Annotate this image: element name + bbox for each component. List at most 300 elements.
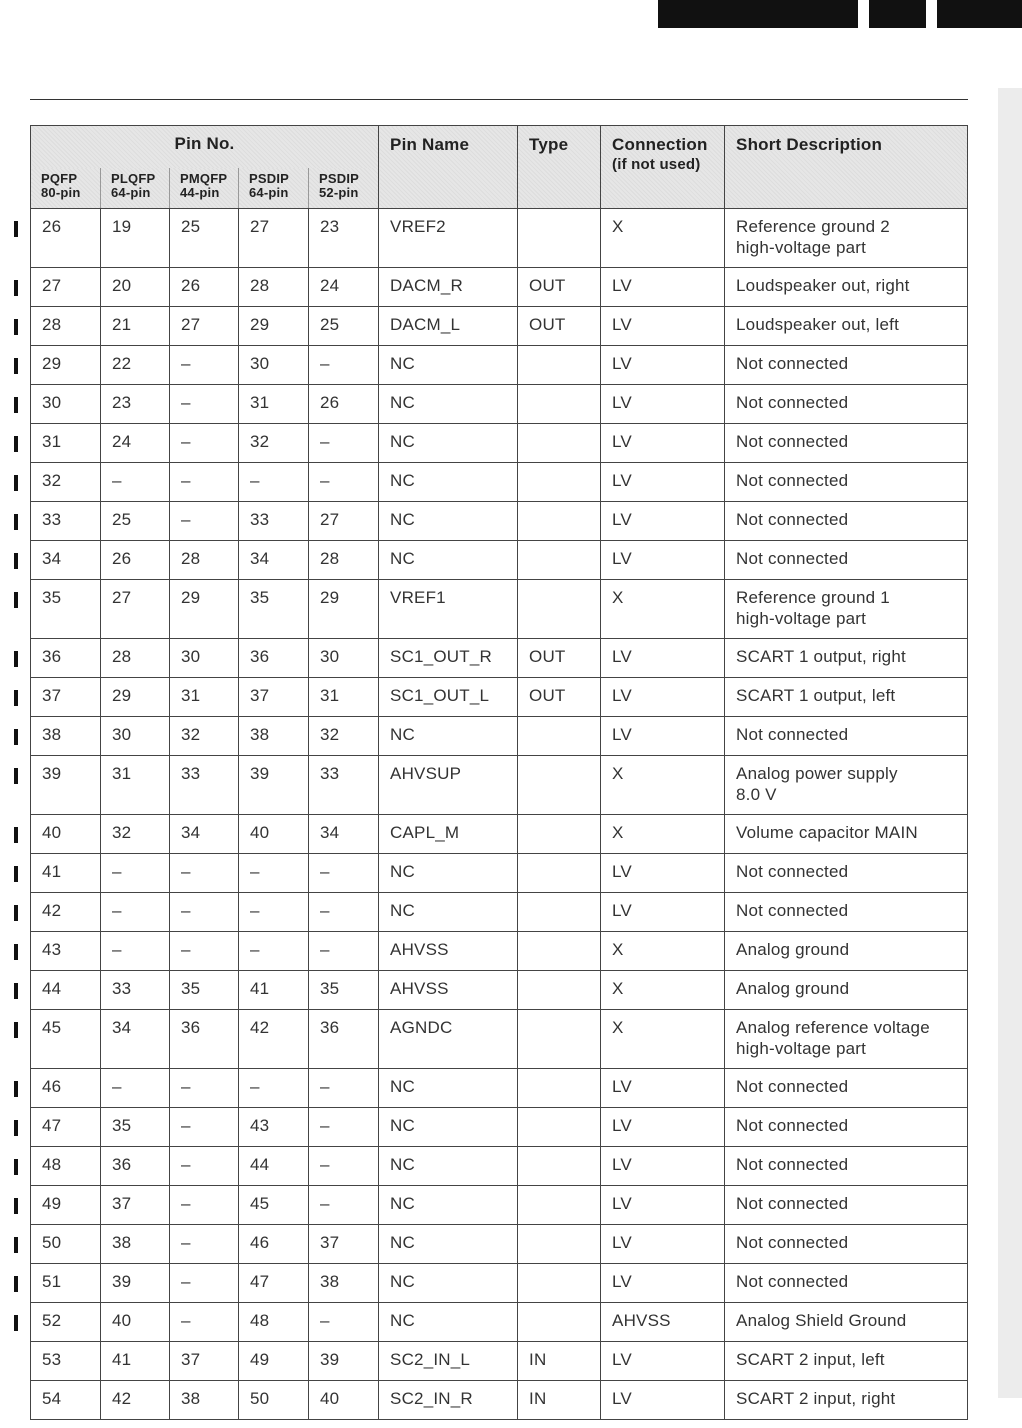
- pin-name-cell: VREF1: [379, 580, 518, 639]
- pin-name-cell: DACM_L: [379, 307, 518, 346]
- pin-number-cell: 41: [101, 1342, 170, 1381]
- pin-number-cell: 40: [101, 1303, 170, 1342]
- pin-number-cell: 38: [101, 1225, 170, 1264]
- pin-number-cell: 37: [239, 678, 309, 717]
- connection-header-label: Connection: [612, 135, 708, 154]
- pin-number-cell: 26: [170, 268, 239, 307]
- pin-number-cell: 43: [239, 1108, 309, 1147]
- change-bar-marker: [14, 553, 18, 569]
- description-cell: [725, 268, 968, 307]
- pin-number-cell: –: [309, 1147, 379, 1186]
- pin-name-cell: NC: [379, 1225, 518, 1264]
- pin-number-cell: 28: [31, 307, 101, 346]
- description-line: Not connected: [736, 471, 849, 490]
- pin-number-cell: 36: [31, 639, 101, 678]
- description-cell: [725, 717, 968, 756]
- pin-number-cell: 27: [101, 580, 170, 639]
- pin-name-cell: NC: [379, 1264, 518, 1303]
- pin-number-cell: –: [170, 1186, 239, 1225]
- header-bar-block-1: [658, 0, 858, 28]
- table-row: [31, 209, 968, 268]
- connection-cell: LV: [601, 1147, 725, 1186]
- type-cell: [518, 502, 601, 541]
- pin-number-cell: –: [170, 424, 239, 463]
- pin-table-body: [31, 209, 968, 1420]
- pin-number-cell: 21: [101, 307, 170, 346]
- pin-number-cell: 27: [309, 502, 379, 541]
- type-cell: [518, 1303, 601, 1342]
- type-cell: [518, 854, 601, 893]
- table-row: [31, 346, 968, 385]
- table-row: [31, 971, 968, 1010]
- description-line: Loudspeaker out, right: [736, 276, 910, 295]
- pin-number-cell: 35: [101, 1108, 170, 1147]
- table-row: [31, 1342, 968, 1381]
- description-cell: [725, 346, 968, 385]
- package-name: PSDIP: [249, 171, 290, 186]
- pin-name-cell: SC1_OUT_L: [379, 678, 518, 717]
- pin-number-cell: 26: [31, 209, 101, 268]
- connection-cell: LV: [601, 1069, 725, 1108]
- package-pin-count: 64-pin: [249, 185, 289, 200]
- pin-number-cell: 25: [101, 502, 170, 541]
- description-cell: [725, 424, 968, 463]
- package-name: PQFP: [41, 171, 78, 186]
- description-cell: [725, 1186, 968, 1225]
- pin-number-cell: –: [170, 854, 239, 893]
- pin-number-cell: 23: [101, 385, 170, 424]
- package-header-0: [31, 168, 101, 209]
- connection-cell: LV: [601, 424, 725, 463]
- type-cell: [518, 424, 601, 463]
- pin-name-cell: NC: [379, 1186, 518, 1225]
- pin-number-cell: 31: [31, 424, 101, 463]
- page-edge-shade: [998, 88, 1022, 1398]
- connection-cell: LV: [601, 1225, 725, 1264]
- description-line: Reference ground 1: [736, 588, 890, 607]
- pin-name-header-label: Pin Name: [390, 135, 470, 154]
- type-cell: IN: [518, 1342, 601, 1381]
- pin-number-cell: –: [239, 463, 309, 502]
- pin-number-cell: 32: [101, 815, 170, 854]
- pin-number-cell: 54: [31, 1381, 101, 1420]
- table-row: [31, 639, 968, 678]
- description-line: Not connected: [736, 393, 849, 412]
- pin-name-cell: CAPL_M: [379, 815, 518, 854]
- pin-number-cell: 35: [170, 971, 239, 1010]
- pin-no-header: Pin No.: [31, 126, 379, 169]
- table-row: [31, 463, 968, 502]
- type-cell: [518, 346, 601, 385]
- change-bar-marker: [14, 280, 18, 296]
- pin-number-cell: –: [309, 463, 379, 502]
- pin-number-cell: –: [239, 854, 309, 893]
- pin-number-cell: 41: [31, 854, 101, 893]
- pin-number-cell: 39: [31, 756, 101, 815]
- pin-number-cell: 29: [239, 307, 309, 346]
- description-cell: [725, 209, 968, 268]
- type-cell: [518, 756, 601, 815]
- pin-number-cell: 42: [239, 1010, 309, 1069]
- pin-number-cell: 25: [170, 209, 239, 268]
- pin-number-cell: –: [239, 932, 309, 971]
- pin-number-cell: 37: [101, 1186, 170, 1225]
- pin-number-cell: 28: [170, 541, 239, 580]
- type-cell: OUT: [518, 639, 601, 678]
- package-pin-count: 52-pin: [319, 185, 359, 200]
- description-line: Not connected: [736, 1194, 849, 1213]
- pin-number-cell: –: [170, 502, 239, 541]
- change-bar-marker: [14, 1315, 18, 1331]
- header-bar-block-3: [937, 0, 1022, 28]
- pin-number-cell: 38: [309, 1264, 379, 1303]
- pin-number-cell: 33: [309, 756, 379, 815]
- pin-number-cell: 46: [239, 1225, 309, 1264]
- pin-number-cell: 50: [31, 1225, 101, 1264]
- pin-number-cell: 39: [309, 1342, 379, 1381]
- pin-number-cell: 53: [31, 1342, 101, 1381]
- pin-number-cell: 32: [170, 717, 239, 756]
- pin-number-cell: 37: [170, 1342, 239, 1381]
- description-line: Not connected: [736, 901, 849, 920]
- table-row: [31, 1147, 968, 1186]
- change-bar-marker: [14, 651, 18, 667]
- description-line: SCART 2 input, right: [736, 1389, 896, 1408]
- change-bar-marker: [14, 397, 18, 413]
- connection-cell: X: [601, 815, 725, 854]
- pin-name-cell: NC: [379, 1147, 518, 1186]
- connection-cell: X: [601, 209, 725, 268]
- pin-number-cell: –: [101, 854, 170, 893]
- pin-number-cell: –: [170, 463, 239, 502]
- pin-number-cell: 32: [239, 424, 309, 463]
- type-cell: [518, 1264, 601, 1303]
- type-cell: [518, 717, 601, 756]
- pin-number-cell: 26: [309, 385, 379, 424]
- change-bar-marker: [14, 475, 18, 491]
- connection-header-sub: (if not used): [612, 156, 701, 173]
- description-cell: [725, 1264, 968, 1303]
- pin-number-cell: –: [170, 1303, 239, 1342]
- description-line: Analog Shield Ground: [736, 1311, 907, 1330]
- table-row: [31, 717, 968, 756]
- table-row: [31, 541, 968, 580]
- pin-number-cell: 34: [170, 815, 239, 854]
- pin-number-cell: –: [309, 346, 379, 385]
- package-name: PSDIP: [319, 171, 360, 186]
- connection-cell: X: [601, 1010, 725, 1069]
- connection-cell: LV: [601, 639, 725, 678]
- type-cell: [518, 932, 601, 971]
- description-cell: [725, 854, 968, 893]
- pin-table: [30, 125, 968, 1420]
- description-line: Not connected: [736, 1155, 849, 1174]
- pin-number-cell: –: [101, 1069, 170, 1108]
- pin-number-cell: 37: [309, 1225, 379, 1264]
- description-line: 8.0 V: [736, 785, 777, 804]
- pin-number-cell: –: [239, 893, 309, 932]
- pin-number-cell: 50: [239, 1381, 309, 1420]
- pin-number-cell: 29: [170, 580, 239, 639]
- pin-number-cell: 36: [101, 1147, 170, 1186]
- pin-number-cell: 36: [170, 1010, 239, 1069]
- pin-name-cell: DACM_R: [379, 268, 518, 307]
- type-cell: [518, 1108, 601, 1147]
- pin-number-cell: –: [309, 932, 379, 971]
- package-pin-count: 64-pin: [111, 185, 151, 200]
- pin-name-cell: NC: [379, 541, 518, 580]
- description-cell: [725, 1147, 968, 1186]
- change-bar-marker: [14, 827, 18, 843]
- type-cell: OUT: [518, 678, 601, 717]
- type-cell: [518, 971, 601, 1010]
- description-cell: [725, 580, 968, 639]
- description-line: SCART 1 output, left: [736, 686, 896, 705]
- pin-number-cell: 32: [31, 463, 101, 502]
- change-bar-marker: [14, 1120, 18, 1136]
- pin-number-cell: –: [170, 346, 239, 385]
- pin-name-cell: NC: [379, 893, 518, 932]
- pin-number-cell: 22: [101, 346, 170, 385]
- change-bar-marker: [14, 690, 18, 706]
- description-line: Not connected: [736, 549, 849, 568]
- connection-cell: X: [601, 756, 725, 815]
- connection-cell: X: [601, 580, 725, 639]
- pin-number-cell: 29: [101, 678, 170, 717]
- package-header-1: [101, 168, 170, 209]
- pin-number-cell: 42: [31, 893, 101, 932]
- connection-cell: LV: [601, 385, 725, 424]
- pin-number-cell: 42: [101, 1381, 170, 1420]
- pin-number-cell: 40: [239, 815, 309, 854]
- pin-name-cell: SC2_IN_L: [379, 1342, 518, 1381]
- description-cell: [725, 463, 968, 502]
- description-line: Not connected: [736, 1116, 849, 1135]
- table-row: [31, 1303, 968, 1342]
- table-row: [31, 1186, 968, 1225]
- pin-number-cell: 33: [170, 756, 239, 815]
- description-cell: [725, 1342, 968, 1381]
- description-line: Analog ground: [736, 979, 850, 998]
- change-bar-marker: [14, 221, 18, 237]
- pin-number-cell: 43: [31, 932, 101, 971]
- type-cell: [518, 1225, 601, 1264]
- pin-name-cell: NC: [379, 1069, 518, 1108]
- pin-number-cell: –: [309, 1108, 379, 1147]
- pin-name-cell: NC: [379, 1108, 518, 1147]
- pin-number-cell: 36: [239, 639, 309, 678]
- change-bar-marker: [14, 768, 18, 784]
- pin-name-cell: NC: [379, 717, 518, 756]
- pin-number-cell: –: [309, 1069, 379, 1108]
- description-cell: [725, 893, 968, 932]
- connection-cell: AHVSS: [601, 1303, 725, 1342]
- pin-number-cell: 45: [239, 1186, 309, 1225]
- package-header-3: [239, 168, 309, 209]
- package-header-4: [309, 168, 379, 209]
- description-line: high-voltage part: [736, 609, 867, 628]
- description-cell: [725, 1225, 968, 1264]
- type-cell: OUT: [518, 268, 601, 307]
- pin-name-cell: NC: [379, 424, 518, 463]
- pin-number-cell: 48: [31, 1147, 101, 1186]
- description-line: Loudspeaker out, left: [736, 315, 900, 334]
- pin-number-cell: 33: [101, 971, 170, 1010]
- pin-number-cell: 29: [309, 580, 379, 639]
- pin-number-cell: 24: [309, 268, 379, 307]
- pin-number-cell: 20: [101, 268, 170, 307]
- pin-number-cell: 40: [309, 1381, 379, 1420]
- package-pin-count: 44-pin: [180, 185, 220, 200]
- package-header-2: [170, 168, 239, 209]
- connection-cell: LV: [601, 463, 725, 502]
- pin-number-cell: 28: [239, 268, 309, 307]
- pin-number-cell: 35: [31, 580, 101, 639]
- connection-cell: LV: [601, 717, 725, 756]
- type-cell: [518, 209, 601, 268]
- table-row: [31, 307, 968, 346]
- change-bar-marker: [14, 436, 18, 452]
- pin-number-cell: 30: [239, 346, 309, 385]
- pin-number-cell: 30: [101, 717, 170, 756]
- description-cell: [725, 541, 968, 580]
- connection-cell: LV: [601, 1108, 725, 1147]
- pin-number-cell: –: [101, 463, 170, 502]
- pin-number-cell: 44: [31, 971, 101, 1010]
- change-bar-marker: [14, 1198, 18, 1214]
- type-cell: [518, 463, 601, 502]
- type-header-label: Type: [529, 135, 569, 154]
- connection-cell: LV: [601, 1381, 725, 1420]
- change-bar-marker: [14, 1081, 18, 1097]
- pin-number-cell: –: [170, 932, 239, 971]
- table-row: [31, 815, 968, 854]
- pin-number-cell: –: [170, 1264, 239, 1303]
- connection-cell: LV: [601, 1186, 725, 1225]
- type-cell: OUT: [518, 307, 601, 346]
- change-bar-marker: [14, 729, 18, 745]
- pin-number-cell: 28: [101, 639, 170, 678]
- pin-number-cell: 27: [170, 307, 239, 346]
- change-bar-marker: [14, 358, 18, 374]
- connection-cell: LV: [601, 678, 725, 717]
- pin-number-cell: 52: [31, 1303, 101, 1342]
- connection-cell: LV: [601, 268, 725, 307]
- pin-number-cell: 30: [31, 385, 101, 424]
- pin-number-cell: 49: [239, 1342, 309, 1381]
- pin-number-cell: 35: [309, 971, 379, 1010]
- pin-name-cell: NC: [379, 385, 518, 424]
- description-line: Not connected: [736, 862, 849, 881]
- connection-cell: X: [601, 932, 725, 971]
- description-cell: [725, 971, 968, 1010]
- pin-name-cell: NC: [379, 346, 518, 385]
- connection-cell: LV: [601, 502, 725, 541]
- table-row: [31, 1069, 968, 1108]
- description-cell: [725, 385, 968, 424]
- pin-name-cell: AHVSS: [379, 971, 518, 1010]
- change-bar-marker: [14, 1022, 18, 1038]
- connection-cell: LV: [601, 893, 725, 932]
- description-line: Not connected: [736, 1077, 849, 1096]
- table-row: [31, 1010, 968, 1069]
- change-bar-marker: [14, 944, 18, 960]
- description-cell: [725, 1381, 968, 1420]
- change-bar-marker: [14, 1276, 18, 1292]
- description-line: Analog ground: [736, 940, 850, 959]
- description-cell: [725, 815, 968, 854]
- pin-number-cell: –: [309, 424, 379, 463]
- pin-number-cell: 34: [309, 815, 379, 854]
- table-row: [31, 678, 968, 717]
- table-row: [31, 580, 968, 639]
- pin-number-cell: 37: [31, 678, 101, 717]
- pin-number-cell: 29: [31, 346, 101, 385]
- table-row: [31, 385, 968, 424]
- pin-name-cell: NC: [379, 463, 518, 502]
- type-cell: [518, 385, 601, 424]
- change-bar-marker: [14, 1237, 18, 1253]
- pin-number-cell: 48: [239, 1303, 309, 1342]
- pin-number-cell: –: [170, 1147, 239, 1186]
- description-header: [725, 126, 968, 209]
- pin-number-cell: 38: [239, 717, 309, 756]
- pin-number-cell: 19: [101, 209, 170, 268]
- description-line: high-voltage part: [736, 238, 867, 257]
- pin-number-cell: 34: [239, 541, 309, 580]
- table-row: [31, 1381, 968, 1420]
- pin-number-cell: 35: [239, 580, 309, 639]
- description-line: Not connected: [736, 1233, 849, 1252]
- pin-number-cell: 31: [170, 678, 239, 717]
- description-line: high-voltage part: [736, 1039, 867, 1058]
- pin-number-cell: 31: [101, 756, 170, 815]
- description-line: SCART 2 input, left: [736, 1350, 885, 1369]
- pin-number-cell: 34: [31, 541, 101, 580]
- pin-number-cell: 38: [170, 1381, 239, 1420]
- pin-number-cell: 25: [309, 307, 379, 346]
- pin-number-cell: 47: [31, 1108, 101, 1147]
- pin-number-cell: 39: [101, 1264, 170, 1303]
- pin-name-header: [379, 126, 518, 209]
- pin-number-cell: 46: [31, 1069, 101, 1108]
- pin-number-cell: –: [170, 893, 239, 932]
- connection-cell: LV: [601, 1264, 725, 1303]
- pin-number-cell: 28: [309, 541, 379, 580]
- pin-number-cell: 27: [31, 268, 101, 307]
- change-bar-marker: [14, 1159, 18, 1175]
- pin-name-cell: AGNDC: [379, 1010, 518, 1069]
- type-cell: [518, 815, 601, 854]
- pin-number-cell: 27: [239, 209, 309, 268]
- description-cell: [725, 932, 968, 971]
- description-line: Not connected: [736, 354, 849, 373]
- pin-name-cell: AHVSS: [379, 932, 518, 971]
- description-line: Volume capacitor MAIN: [736, 823, 918, 842]
- pin-name-cell: AHVSUP: [379, 756, 518, 815]
- description-line: SCART 1 output, right: [736, 647, 906, 666]
- description-cell: [725, 1010, 968, 1069]
- pin-number-cell: 41: [239, 971, 309, 1010]
- description-header-label: Short Description: [736, 135, 883, 154]
- change-bar-marker: [14, 319, 18, 335]
- package-name: PMQFP: [180, 171, 228, 186]
- package-name: PLQFP: [111, 171, 156, 186]
- type-header: [518, 126, 601, 209]
- description-line: Not connected: [736, 510, 849, 529]
- pin-name-cell: SC2_IN_R: [379, 1381, 518, 1420]
- description-cell: [725, 678, 968, 717]
